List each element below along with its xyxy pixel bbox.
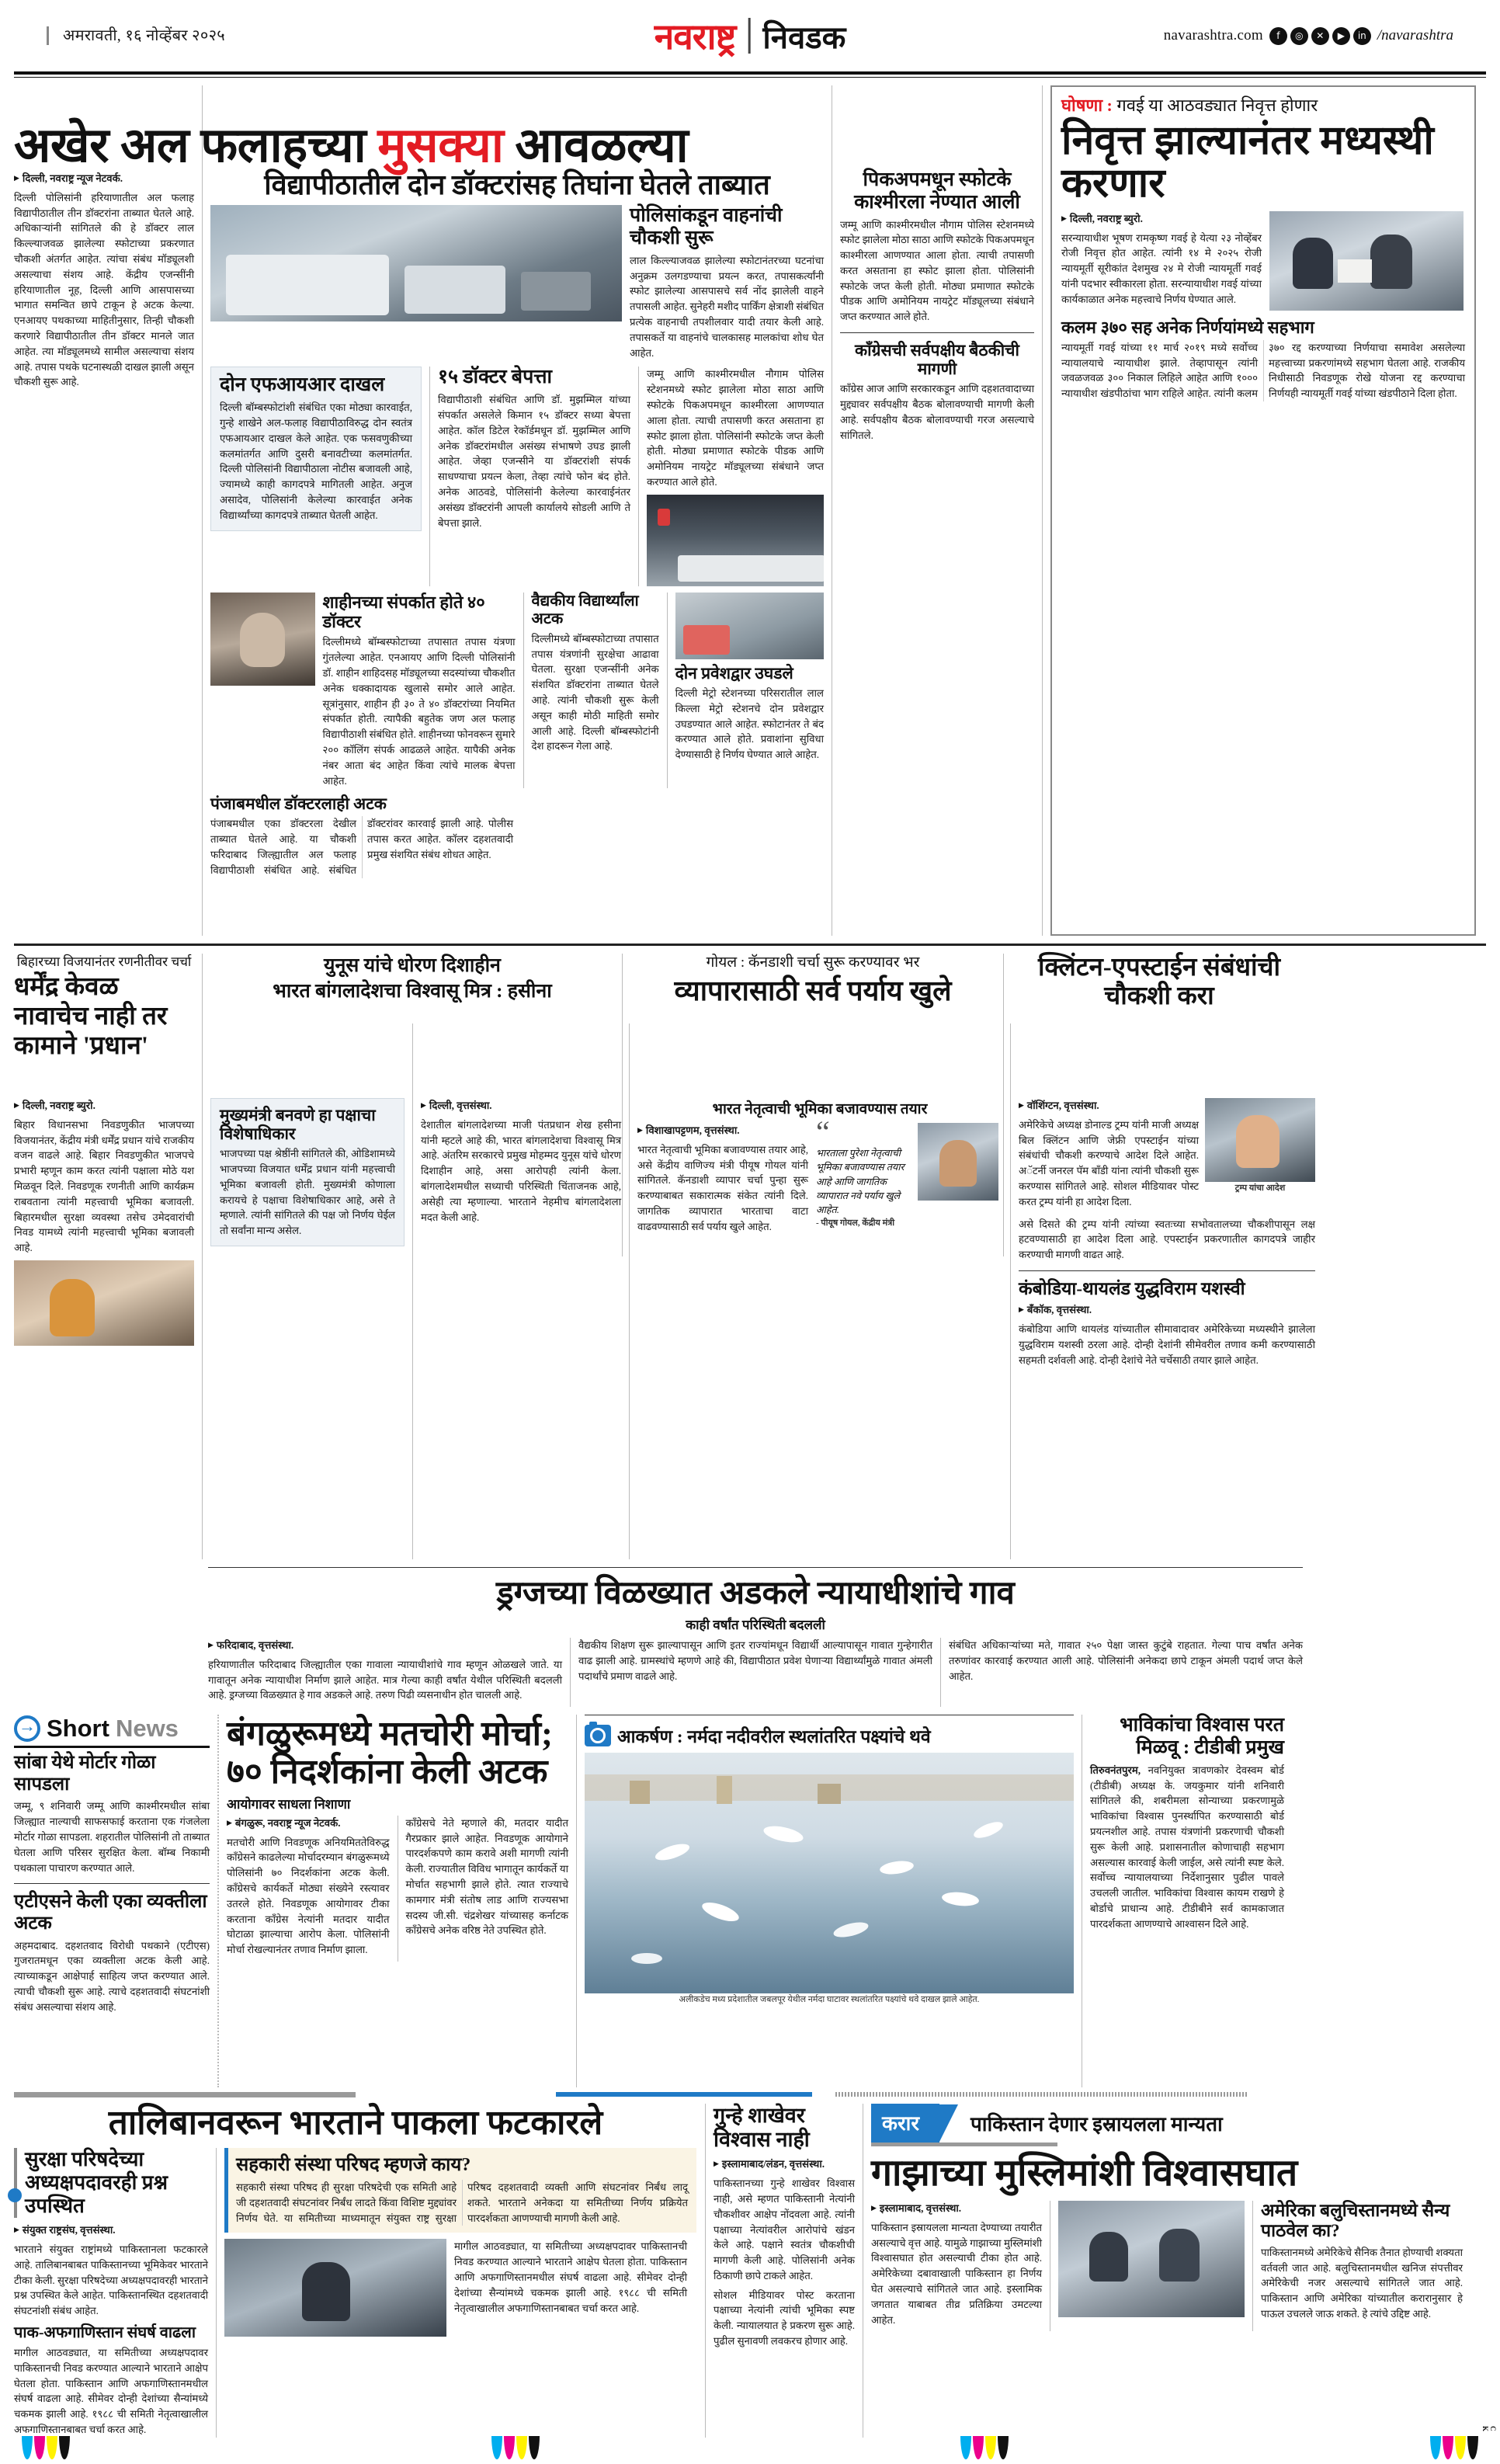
instagram-icon[interactable]: ◎	[1290, 27, 1308, 45]
crime-dateline: इस्लामाबाद/लंडन, वृत्तसंस्था.	[721, 2158, 825, 2170]
yunus-text: देशातील बांगलादेशच्या माजी पंतप्रधान शेख हसीना यांनी म्हटले आहे की, भारत बांगलादेशचा विश्वासू मित्र आहे. अंतरिम सरकारचे प्रमुख मोहम्मद युनूस यांचे धोरण दिशाहीन आहे, असा आरोपही त्यांनी केला. बांगलादेशमधील सध्याची परिस्थिती चिंताजनक आहे, असेही त्या म्हणाल्या. भारताने नेहमीच बांगलादेशला मदत केली आहे.	[421, 1118, 621, 1223]
publication-date: अमरावती, १६ नोव्हेंबर २०२५	[47, 26, 225, 45]
punjab-col	[210, 794, 513, 878]
rule-grey-left	[14, 2092, 356, 2097]
gavai-kicker-rest: गवई या आठवड्यात निवृत्त होणार	[1112, 96, 1318, 115]
goyal-quote-wrap	[816, 1114, 998, 1239]
headline-part-2: आवळल्या	[503, 120, 689, 172]
taliban-body2: मागील आठवड्यात, या समितीच्या अध्यक्षपदावर पाकिस्तानची निवड करण्यात आल्याने भारताने आक्षेप घेतला होता. पाकिस्तान आणि अफगाणिस्तानमधील संघर्ष वाढला आहे. सीमेवर दोन्ही देशांच्या सैन्यांमध्ये चकमक झाली आहे. १९८८ ची समिती नेतृत्वाखालील अफगाणिस्तानबाबत चर्चा करत आहे.	[14, 2346, 208, 2435]
crime-headline-2: विश्वास नाही	[714, 2128, 810, 2152]
shortnews-header	[14, 1715, 210, 1748]
shortnews-col	[14, 1715, 210, 2087]
regmark-1	[22, 2436, 70, 2459]
goyal-kicker: गोयल : कॅनडाशी चर्चा सुरू करण्यावर भर	[706, 954, 920, 971]
goyal-text: भारत नेतृत्वाची भूमिका बजावण्यास तयार आहे, असे केंद्रीय वाणिज्य मंत्री पीयूष गोयल यांनी सांगितले. कॅनडाशी व्यापार चर्चा पुन्हा सुरू करण्याबाबत सकारात्मक संकेत त्यांनी दिले. जागतिक व्यापारात भारताचा वाटा वाढवण्यासाठी सर्व पर्याय खुले आहेत.	[637, 1143, 808, 1232]
police-col	[630, 205, 824, 360]
fire-photo	[675, 593, 824, 659]
fir-col	[210, 367, 422, 586]
clinton-body	[1019, 1098, 1199, 1210]
gates-headline: दोन प्रवेशद्वार उघडले	[675, 663, 793, 683]
taliban-bullet-wrap	[14, 2148, 208, 2218]
masthead	[0, 0, 1500, 71]
dharmendra-body	[14, 1098, 194, 1256]
bangalore-text: मतचोरी आणि निवडणूक अनियमिततेविरुद्ध काँग्रेसने काढलेल्या मोर्चादरम्यान बंगळुरूमध्ये पोलिसांनी ७० निदर्शकांना अटक केली. काँग्रेसचे कार्यकर्ते मोठ्या संख्येने रस्त्यावर उतरले होते. निवडणूक आयोगावर टीका करताना काँग्रेस नेत्यांनी मतदार यादीत घोटाळा झाल्याचा आरोप केला. पोलिसांनी मोर्चा रोखल्यानंतर तणाव निर्माण झाला.	[227, 1836, 390, 1956]
camera-icon	[585, 1725, 611, 1746]
tdb-text: नवनियुक्त त्रावणकोर देवस्वम बोर्ड (टीडीबी) अध्यक्ष के. जयकुमार यांनी शनिवारी सांगितले की, शबरीमला सोन्याच्या प्रकरणामुळे भाविकांचा विश्वास पुनर्स्थापित करण्यासाठी बोर्ड प्रयत्नशील आहे. तपास यंत्रणांनी प्रकरणाची चौकशी सुरू केली आहे. प्रशासनातील कोणाचाही सहभाग असल्यास कारवाई केली जाईल, असे त्यांनी स्पष्ट केले. सर्वोच्च न्यायालयाच्या निर्देशानुसार पुढील पावले उचलली जातील. भाविकांचा विश्वास कायम राखणे हे बोर्डाचे प्राधान्य आहे. टीडीबीने सर्व कामकाजात पारदर्शकता आणण्याचे आश्वासन दिले आहे.	[1090, 1764, 1284, 1930]
pickup-headline: पिकअपमधून स्फोटके काश्मीरला नेण्यात आली	[854, 169, 1020, 213]
shortnews-item2-body: अहमदाबाद. दहशतवाद विरोधी पथकाने (एटीएस) गुजरातमधून एका व्यक्तीला अटक केली आहे. त्याच्याकडून आक्षेपार्ह साहित्य जप्त करण्यात आले. त्याची चौकशी सुरू आहे. त्याचे दहशतवादी संघटनांशी संबंध असल्याचा संशय आहे.	[14, 1939, 210, 2013]
gavai-box	[1061, 318, 1465, 401]
masthead-rule	[14, 71, 1486, 75]
gavai-box-headline: कलम ३७० सह अनेक निर्णयांमध्ये सहभाग	[1061, 317, 1314, 337]
coop-box-headline: सहकारी संस्था परिषद म्हणजे काय?	[236, 2155, 471, 2176]
shaheen-photo-wrap	[210, 593, 315, 789]
pickup-spill: जम्मू आणि काश्मीरमधील नौगाम पोलिस स्टेशनमध्ये स्फोट झालेला मोठा साठा आणि स्फोटके पिकअपमधून काश्मीरला आणण्यात आला होता. त्याची तपासणी करत असताना हा स्फोट झाला होता. पोलिसांनी स्फोटके जप्त केली होती. मोठ्या प्रमाणात स्फोटके पीडक आणि अमोनियम नायट्रेट मॉड्यूलच्या संबंधाने जप्त करण्यात आले होते.	[647, 368, 824, 488]
goyal-dateline: विशाखापट्टणम, वृत्तसंस्था.	[645, 1124, 740, 1136]
bangalore-body-col1	[227, 1816, 390, 1962]
goyal-sub: भारत नेतृत्वाची भूमिका बजावण्यास तयार	[712, 1101, 928, 1117]
gavai-kicker-red: घोषणा :	[1061, 96, 1113, 115]
taliban-sub2: पाक-अफगाणिस्तान संघर्ष वाढला	[14, 2323, 196, 2341]
gaza-body-col	[871, 2201, 1042, 2331]
punjab-headline: पंजाबमधील डॉक्टरलाही अटक	[210, 794, 387, 814]
crime-headline-1: गुन्हे शाखेवर	[714, 2104, 805, 2128]
gavai-kicker	[1061, 95, 1465, 116]
clinton-body-col	[1019, 1023, 1315, 1559]
gaza-side-headline: अमेरिका बलुचिस्तानमध्ये सैन्य पाठवेल का?	[1261, 2200, 1450, 2241]
clinton-text: अमेरिकेचे अध्यक्ष डोनाल्ड ट्रम्प यांनी माजी अध्यक्ष बिल क्लिंटन आणि जेफ्री एपस्टाईन यांच्या संबंधांची चौकशी करण्याचे आदेश दिले आहेत. अॅटर्नी जनरल पॅम बाँडी यांना त्यांनी चौकशी सुरू करण्यास सांगितले आहे. सोशल मीडियावर पोस्ट करत ट्रम्प यांनी हा आदेश दिला.	[1019, 1118, 1199, 1208]
masthead-links	[1164, 27, 1453, 45]
facebook-icon[interactable]: f	[1269, 27, 1287, 45]
tdb-dateline: तिरुवनंतपुरम,	[1090, 1764, 1141, 1776]
dharmendra-headline: धर्मेंद्र केवळ नावाचेच नाही तर कामाने 'प्रधान'	[14, 973, 168, 1061]
social-icons[interactable]	[1269, 27, 1371, 45]
congress-body: काँग्रेस आज आणि सरकारकडून आणि दहशतवादाच्या मुद्द्यावर सर्वपक्षीय बैठक बोलावण्याची मागणी केली आहे. सर्वपक्षीय बैठक बोलावण्याची गरज असल्याचे सांगितले.	[840, 383, 1034, 441]
pickup-sidecol	[647, 367, 824, 586]
goyal-portrait	[918, 1123, 998, 1201]
taliban-left	[14, 2148, 208, 2437]
bangalore-headline-2: ७० निदर्शकांना केली अटक	[227, 1753, 548, 1792]
dharmendra-kicker: बिहारच्या विजयानंतर रणनीतीवर चर्चा	[16, 954, 192, 969]
dharmendra-box-body: भाजपच्या पक्ष श्रेष्ठींनी सांगितले की, ओडिशामध्ये भाजपच्या विजयात धर्मेंद्र प्रधान यांनी महत्त्वाची भूमिका बजावली होती. मुख्यमंत्री कोणाला करायचे हे पक्षाचा विशेषाधिकार आहे, असे ते म्हणाले. त्यांनी सांगितले की पक्ष जो निर्णय घेईल तो सर्वांना मान्य असेल.	[220, 1148, 395, 1237]
trump-photo	[1205, 1098, 1315, 1182]
bullet-dot-icon	[8, 2188, 22, 2202]
gaza-photo-wrap	[1058, 2201, 1245, 2331]
clinton-dateline: वॉशिंग्टन, वृत्तसंस्था.	[1026, 1100, 1099, 1111]
doc15-headline: १५ डॉक्टर बेपत्ता	[438, 367, 553, 388]
x-twitter-icon[interactable]: ✕	[1311, 27, 1329, 45]
cmyk-k: K	[1481, 2425, 1489, 2433]
cambodia-dateline: बँकॉक, वृत्तसंस्था.	[1026, 1304, 1092, 1316]
shortnews-title-b: News	[115, 1715, 179, 1743]
linkedin-icon[interactable]: in	[1353, 27, 1371, 45]
photo-feature-label: आकर्षण : नर्मदा नदीवरील स्थलांतरित पक्ष्यांचे थवे	[617, 1727, 931, 1747]
row3	[14, 1715, 1486, 2087]
row4	[14, 2104, 1486, 2438]
drugs-text1: हरियाणातील फरिदाबाद जिल्ह्यातील एका गावाला न्यायाधीशांचे गाव म्हणून ओळखले जाते. या गावातून अनेक न्यायाधीश निर्माण झाले आहेत. मात्र गेल्या काही वर्षांत येथील परिस्थिती बदलली आहे. ड्रग्जच्या विळख्यात हे गाव अडकले आहे. तरुण पिढी व्यसनाधीन होत चालली आहे.	[208, 1658, 562, 1701]
coop-box-body: सहकारी संस्था परिषद ही सुरक्षा परिषदेची एक समिती आहे जी दहशतवादी संघटनांवर निर्बंध लादते किंवा विशिष्ट मुद्द्यांवर निर्णय घेते. या समितीच्या माध्यमातून संयुक्त राष्ट्र सुरक्षा परिषद दहशतवादी व्यक्ती आणि संघटनांवर निर्बंध लादू शकते. भारताने अनेकदा या समितीच्या निर्णय प्रक्रियेत पारदर्शकता आणण्याची मागणी केली आहे.	[236, 2181, 688, 2224]
regmark-4	[1430, 2436, 1478, 2459]
dharmendra-box	[210, 1098, 405, 1246]
gaza-text: पाकिस्तान इस्रायलला मान्यता देण्याच्या तयारीत असल्याचे वृत्त आहे. यामुळे गाझाच्या मुस्लिमांशी विश्वासघात होत असल्याची टीका होत आहे. अमेरिकेच्या दबावाखाली पाकिस्तान हा निर्णय घेत असल्याचे सांगितले जात आहे. इस्लामिक जगतात याबाबत तीव्र प्रतिक्रिया उमटल्या आहेत.	[871, 2221, 1042, 2326]
gaza-dateline: इस्लामाबाद, वृत्तसंस्था.	[879, 2202, 962, 2214]
photo-feature-header	[585, 1723, 1074, 1748]
photo-feature	[585, 1715, 1074, 2087]
shaheen-headline: शाहीनच्या संपर्कात होते ४० डॉक्टर	[322, 592, 485, 632]
gavai-box-body: न्यायमूर्ती गवई यांच्या ११ मार्च २०१९ मध्ये सर्वोच्च न्यायालयाचे न्यायाधीश झाले. तेव्हापासून त्यांनी जवळजवळ ३०० निकाल लिहिले आहेत आणि १००० न्यायाधीश खंडपीठांचा भाग राहिले आहेत. त्यांनी कलम ३७० रद्द करण्याच्या निर्णयाचा समावेश असलेल्या महत्त्वाच्या प्रकरणांमध्ये सहभाग घेतला आहे. राजकीय निधीसाठी निवडणूक रोखे योजना रद्द करण्याचा निर्णयही न्यायमूर्ती गवई यांच्या खंडपीठाने दिला होता.	[1061, 341, 1465, 400]
gaza-headline: गाझाच्या मुस्लिमांशी विश्वासघात	[871, 2153, 1298, 2195]
yunus-kicker: युनूस यांचे धोरण दिशाहीन	[324, 955, 501, 976]
goyal-body-col	[637, 1023, 1002, 1559]
tdb-col	[1090, 1715, 1284, 2087]
lead-headline	[14, 121, 1054, 172]
row1-divider	[14, 944, 1486, 946]
cmyk-c: C	[1489, 2425, 1497, 2433]
regmark-3	[960, 2436, 1009, 2459]
trump-photo-wrap	[1205, 1098, 1315, 1214]
gavai-dateline: दिल्ली, नवराष्ट्र ब्युरो.	[1069, 212, 1143, 224]
gavai-photo	[1269, 211, 1464, 311]
drugs-dateline: फरिदाबाद, वृत्तसंस्था.	[216, 1639, 294, 1652]
crime-body	[714, 2156, 855, 2349]
brand-name: नवराष्ट्र	[654, 16, 736, 57]
goyal-quote-attrib: - पीयूष गोयल, केंद्रीय मंत्री	[816, 1218, 895, 1229]
bottom-rules	[14, 2092, 1486, 2097]
taliban-headline: तालिबानवरून भारताने पाकला फटकारले	[108, 2104, 603, 2143]
registration-marks	[0, 2436, 1500, 2459]
tdb-headline: भाविकांचा विश्वास परत मिळवू : टीडीबी प्रमुख	[1120, 1715, 1284, 1758]
dharmendra-photo	[14, 1260, 194, 1346]
medical-headline: वैद्यकीय विद्यार्थ्यांला अटक	[531, 592, 639, 627]
taliban-text: भारताने संयुक्त राष्ट्रांमध्ये पाकिस्तानला फटकारले आहे. तालिबानबाबत पाकिस्तानच्या भूमिकेवर भारताने टीका केली. सुरक्षा परिषदेच्या अध्यक्षपदावरही भारताने प्रश्न उपस्थित केले आहेत. पाकिस्तानस्थित दहशतवादी संघटनांशी संबंध आहेत.	[14, 2243, 208, 2317]
shaheen-col	[323, 593, 516, 789]
rule-blue-mid	[556, 2092, 812, 2097]
dharmendra-dateline: दिल्ली, नवराष्ट्र ब्युरो.	[22, 1100, 95, 1111]
shortnews-item2-headline: एटीएसने केली एका व्यक्तीला अटक	[14, 1892, 207, 1934]
shortnews-title-a: Short	[47, 1715, 109, 1743]
gaza-badge-row	[871, 2104, 1484, 2143]
coop-photo-side: मागील आठवड्यात, या समितीच्या अध्यक्षपदावर पाकिस्तानची निवड करण्यात आल्याने भारताने आक्षेप घेतला होता. पाकिस्तान आणि अफगाणिस्तानमधील संघर्ष वाढला आहे. सीमेवर दोन्ही देशांच्या सैन्यांमध्ये चकमक झाली आहे. १९८८ ची समिती नेतृत्वाखालील अफगाणिस्तानबाबत चर्चा करत आहे.	[454, 2240, 687, 2314]
drugs-col3: संबंधित अधिकाऱ्यांच्या मते, गावात २५० पेक्षा जास्त कुटुंबे राहतात. गेल्या पाच वर्षांत अनेक तरुणांवर कारवाई करण्यात आली आहे. पोलिसांनी अनेकदा छापे टाकून अंमली पदार्थ जप्त केले आहेत.	[949, 1639, 1303, 1682]
social-handle: /navarashtra	[1377, 27, 1453, 43]
gavai-photo-wrap	[1269, 211, 1464, 311]
police-body: लाल किल्ल्याजवळ झालेल्या स्फोटानंतरच्या घटनांचा अनुक्रम उलगडण्याचा प्रयत्न करत, तपासकर्त्यांनी स्फोट झालेल्या आसपासचे सर्व नोंद झालेली वाहने तपासली आहेत. सुनेहरी मशीद पार्किंग क्षेत्राशी संबंधित प्रत्येक वाहनाची तपशीलवार यादी तयार केली आहे. तपासकर्ते या वाहनांचे चालकासह मालकांचा शोध घेत आहेत.	[630, 254, 824, 359]
lead-body: दिल्ली पोलिसांनी हरियाणातील अल फलाह विद्यापीठातील तीन डॉक्टरांना ताब्यात घेतले आहे. अधिकाऱ्यांनी सांगितले की हे डॉक्टर लाल किल्ल्याजवळ झालेल्या स्फोटाच्या प्रकरणात चौकशी अंतर्गत आहेत. त्यांचा संबंध मॉड्यूलशी असल्याचा संशय आहे. केंद्रीय एजन्सींनी हरियाणातील नूह, दिल्ली आणि आसपासच्या भागात समन्वित छापे टाकून हे अटक केल्या. एनआयए पथकाच्या माहितीनुसार, तिन्ही चौकशी करणारे विद्यापीठातील तीन डॉक्टर मानले जात आहेत. त्या मॉड्यूलमध्ये सामील असल्याचा संशय आहे. तपास पथके घटनास्थळी दाखल झाली असून चौकशी सुरू आहे.	[14, 191, 194, 388]
headline-part-1: अखेर अल फलाहच्या	[14, 120, 378, 172]
goyal-body	[637, 1123, 808, 1235]
yunus-headline: भारत बांगलादेशचा विश्वासू मित्र : हसीना	[273, 981, 552, 1003]
gavai-body: सरन्यायाधीश भूषण रामकृष्ण गवई हे येत्या २३ नोव्हेंबर रोजी निवृत्त होत आहेत. त्यांनी १४ मे २०२५ रोजी न्यायमूर्ती सूरीकांत देशमुख २४ मे रोजी न्यायमूर्ती गवई यांनी पदभार स्वीकारला होता. सरन्यायाधीश गवई यांच्या कार्यकाळात अनेक महत्त्वाचे निर्णय घेण्यात आले.	[1061, 231, 1262, 305]
shaheen-body: दिल्लीमध्ये बॉम्बस्फोटाच्या तपासात तपास यंत्रणा गुंतलेल्या आहेत. एनआयए आणि दिल्ली पोलिसांनी डॉ. शाहीन शाहिदसह मॉड्यूलच्या सदस्यांच्या चौकशीत अनेक धक्कादायक खुलासे समोर आले आहेत. सूत्रांनुसार, शाहीन ही ३० ते ४० डॉक्टरांच्या नियमित संपर्कात होती. त्यापैकी बहुतेक जण अल फलाह विद्यापीठाशी संबंधित होते. शाहीनच्या फोनवरून सुमारे २०० कॉलिंग संपर्क आढळले आहेत. यापैकी अनेक नंबर आता बंद आहेत किंवा त्यांचे मालक बेपत्ता आहेत.	[322, 636, 516, 787]
row2-body	[14, 1023, 1486, 1559]
birds-photo-caption: अलीकडेच मध्य प्रदेशातील जबलपूर येथील नर्मदा घाटावर स्थलांतरित पक्ष्यांचे थवे दाखल झाले आहेत.	[679, 1995, 980, 2005]
gaza-badge: करार	[871, 2104, 939, 2143]
bangalore-col	[227, 1715, 568, 2087]
gavai-text-col	[1061, 211, 1262, 311]
gavai-column	[1050, 85, 1476, 936]
cambodia-body	[1019, 1302, 1315, 1368]
doc15-col	[438, 367, 630, 586]
tdb-body	[1090, 1763, 1284, 1932]
yunus-body-col	[421, 1023, 621, 1559]
fir-headline: दोन एफआयआर दाखल	[220, 374, 385, 396]
gavai-headline: निवृत्त झाल्यानंतर मध्यस्थी करणार	[1061, 118, 1434, 206]
lead-intro	[14, 171, 194, 390]
logo-divider	[748, 18, 750, 54]
clinton-headline: क्लिंटन-एपस्टाईन संबंधांची चौकशी करा	[1037, 954, 1281, 1010]
masthead-logo[interactable]	[655, 12, 846, 60]
lead-row	[14, 85, 1486, 936]
yunus-dateline: दिल्ली, वृत्तसंस्था.	[429, 1100, 492, 1111]
yunus-body	[421, 1098, 621, 1225]
headline-highlight: मुसक्या	[377, 120, 504, 172]
cmyk-tag	[1481, 2426, 1497, 2433]
dharmendra-box-headline: मुख्यमंत्री बनवणे हा पक्षाचा विशेषाधिकार	[220, 1106, 376, 1144]
lead-subhead: विद्यापीठातील दोन डॉक्टरांसह तिघांना घेतले ताब्यात	[264, 169, 770, 200]
arrow-circle-icon	[14, 1715, 40, 1742]
website-url[interactable]: navarashtra.com	[1163, 27, 1263, 43]
taliban-dateline: संयुक्त राष्ट्रसंघ, वृत्तसंस्था.	[22, 2224, 116, 2236]
gaza-side-col	[1261, 2201, 1463, 2331]
bangalore-body-col2: काँग्रेसचे नेते म्हणाले की, मतदार यादीत गैरप्रकार झाले आहेत. निवडणूक आयोगाने पारदर्शकपणे काम करावे अशी मागणी त्यांनी केली. राज्यातील विविध भागातून कार्यकर्ते या मोर्चात सहभागी झाले होते. त्यात राज्याचे कामगार मंत्री संतोष लाड आणि राज्यसभा सदस्य जी.सी. चंद्रशेखर यांच्यासह कर्नाटक काँग्रेसचे अनेक वरिष्ठ नेते उपस्थित होते.	[405, 1816, 568, 1937]
gaza-side-body: पाकिस्तानमध्ये अमेरिकेचे सैनिक तैनात होण्याची शक्यता वर्तवली जात आहे. बलुचिस्तानमधील खनिज संपत्तीवर अमेरिकेची नजर असल्याचे सांगितले जात आहे. पाकिस्तान आणि अमेरिका यांच्यातील करारानुसार हे पाऊल उचलले जाऊ शकते. हे त्यांचे उद्दिष्ट आहे.	[1261, 2246, 1463, 2320]
medical-body: दिल्लीमध्ये बॉम्बस्फोटाच्या तपासात तपास यंत्रणांनी सुरक्षेचा आढावा घेतला. सुरक्षा एजन्सींनी अनेक संशयित डॉक्टरांना ताब्यात घेतले आहे. त्यांनी चौकशी सुरू केली असून काही मोठी माहिती समोर आली आहे. दिल्ली बॉम्बस्फोटांनी देश हादरून गेला आहे.	[531, 632, 659, 752]
regmark-2	[491, 2436, 540, 2459]
coop-photo-wrap	[224, 2239, 446, 2337]
shortnews-item1-body: जम्मू, ९ शनिवारी जम्मू आणि काश्मीरमधील सांबा जिल्ह्यात नाल्याची साफसफाई करताना एक गंजलेला मोर्टार गोळा सापडला. शहरातील पोलिसांनी तो ताब्यात घेतला आणि परिसर सुरक्षित केला. बॉम्ब निकामी पथकाला पाचारण करण्यात आले.	[14, 1800, 210, 1874]
youtube-icon[interactable]: ▶	[1332, 27, 1350, 45]
fir-box	[210, 367, 422, 530]
goyal-headline: व्यापारासाठी सर्व पर्याय खुले	[674, 975, 952, 1006]
pickup-body: जम्मू आणि काश्मीरमधील नौगाम पोलिस स्टेशनमध्ये स्फोट झालेला मोठा साठा आणि स्फोटके पिकअपमधून काश्मीरला आणण्यात आला होता. त्याची तपासणी करत असताना हा स्फोट झाला होता. पोलिसांनी स्फोटके जप्त केली होती. मोठ्या प्रमाणात स्फोटके पीडक आणि अमोनियम नायट्रेट मॉड्यूलच्या संबंधाने जप्त करण्यात आले होते.	[840, 218, 1034, 323]
birds-photo	[585, 1753, 1074, 1993]
taliban-block	[14, 2104, 697, 2438]
punjab-body: पंजाबमधील एका डॉक्टरला देखील ताब्यात घेतले आहे. या चौकशी फरिदाबाद जिल्ह्यातील अल फलाह विद्यापीठाशी संबंधित आहे. संबंधित डॉक्टरांवर कारवाई झाली आहे. पोलीस तपास करत आहेत. कॉलर दहशतवादी प्रमुख संशयित संबंध शोधत आहेत.	[210, 818, 513, 876]
shortnews-item1-headline: सांबा येथे मोर्टार गोळा सापडला	[14, 1753, 156, 1795]
fir-body: दिल्ली बॉम्बस्फोटांशी संबंधित एका मोठ्या कारवाईत, गुन्हे शाखेने अल-फलाह विद्यापीठाविरुद्ध दोन स्वतंत्र एफआयआर दाखल केले आहेत. एक फसवणुकीच्या कलमांतर्गत आणि दुसरी बनावटीच्या कलमांतर्गत. दिल्ली पोलिसांनी विद्यापीठाला नोटीस बजावली आहे, ज्यामध्ये काही कागदपत्रे मागितली आहेत. अनुज असादेव, पोलिसांनी केलेल्या कारवाईत अनेक विद्यार्थ्यांच्या कागदपत्रे ताब्यात घेतली आहेत.	[220, 401, 412, 521]
trump-caption: ट्रम्प यांचा आदेश	[1234, 1183, 1286, 1193]
clinton-more: असे दिसते की ट्रम्प यांनी त्यांच्या स्वतःच्या सभोवतालच्या चौकशीपासून लक्ष हटवण्यासाठी हा आदेश दिला आहे. एपस्टाईन प्रकरणातील कागदपत्रे जाहीर करण्याची मागणी वाढत आहे.	[1019, 1218, 1315, 1261]
cambodia-headline: कंबोडिया-थायलंड युद्धविराम यशस्वी	[1019, 1278, 1245, 1298]
taliban-body	[14, 2222, 208, 2319]
coop-box-wrap	[224, 2148, 696, 2437]
crime-col	[714, 2104, 855, 2438]
crowd-photo	[647, 495, 824, 586]
gates-body: दिल्ली मेट्रो स्टेशनच्या परिसरातील लाल किल्ला मेट्रो स्टेशनचे दोन प्रवेशद्वार उघडण्यात आले आहेत. स्फोटानंतर ते बंद करण्यात आले होते. प्रवाशांना सुविधा देण्यासाठी हे निर्णय घेण्यात आले आहेत.	[675, 686, 824, 761]
drugs-sub: काही वर्षांत परिस्थिती बदलली	[686, 1618, 825, 1633]
rule-hatched	[835, 2092, 1247, 2097]
drugs-col2: वैद्यकीय शिक्षण सुरू झाल्यापासून आणि इतर राज्यांमधून विद्यार्थी आल्यापासून गावात गुन्हेगारीत वाढ झाली आहे. ग्रामस्थांचे म्हणणे आहे की, विद्यापीठात प्रवेश घेणाऱ्या विद्यार्थ्यांमुळे गावात अंमली पदार्थांचे प्रमाण वाढले आहे.	[578, 1639, 932, 1682]
lead-photo-wrap	[210, 205, 622, 360]
dharmendra-text: बिहार विधानसभा निवडणुकीत भाजपच्या विजयानंतर, केंद्रीय मंत्री धर्मेंद्र प्रधान यांचे राजकीय वजन वाढले आहे. बिहार निवडणुकीत भाजपचे प्रभारी म्हणून काम करत त्यांनी पक्षाला मोठे यश मिळवून दिले. निवडणूक रणनीती आणि कार्यक्रम राबवताना त्यांनी महत्त्वाची भूमिका बजावली. बिहारमधील सुरक्षा व्यवस्था तसेच उमेदवारांची निवड यामध्ये त्यांनी महत्त्वाची भूमिका बजावली आहे.	[14, 1118, 194, 1254]
pickup-column	[840, 85, 1034, 936]
dharmendra-box-col	[210, 1023, 405, 1559]
badge-slant-icon	[939, 2104, 958, 2142]
crime-text: पाकिस्तानच्या गुन्हे शाखेवर विश्वास नाही, असे म्हणत पाकिस्तानी नेत्यांनी चौकशीवर आक्षेप नोंदवला आहे. त्यांनी पक्षाच्या नेत्यांवरील आरोपांचे खंडन केले आहे. पक्षाने स्वतंत्र चौकशीची मागणी केली आहे. पोलिसांनी अनेक ठिकाणी छापे टाकले आहेत.	[714, 2177, 855, 2282]
police-headline: पोलिसांकडून वाहनांची चौकशी सुरू	[630, 205, 783, 249]
shaheen-portrait	[210, 593, 315, 686]
dharmendra-body-col	[14, 1023, 194, 1559]
gaza-photo	[1058, 2201, 1245, 2317]
brand-subtitle: निवडक	[762, 20, 846, 55]
quote-open-icon: “	[816, 1114, 830, 1149]
drugs-headline: ड्रग्जच्या विळख्यात अडकले न्यायाधीशांचे गाव	[496, 1576, 1015, 1611]
crime-text2: सोशल मीडियावर पोस्ट करताना पक्षाच्या नेत्यांनी त्यांची भूमिका स्पष्ट केली. न्यायालयात हे प्रकरण सुरू आहे. पुढील सुनावणी लवकरच होणार आहे.	[714, 2288, 855, 2348]
lead-photo	[210, 205, 622, 321]
medical-col	[532, 593, 659, 789]
bangalore-headline-1: बंगळुरूमध्ये मतचोरी मोर्चा;	[227, 1715, 553, 1753]
lead-center-block	[210, 85, 824, 936]
bangalore-sub: आयोगावर साधला निशाणा	[227, 1796, 351, 1812]
lead-dateline: दिल्ली, नवराष्ट्र न्यूज नेटवर्क.	[22, 172, 123, 184]
cambodia-text: कंबोडिया आणि थायलंड यांच्यातील सीमावादावर अमेरिकेच्या मध्यस्थीने झालेला युद्धविराम यशस्वी ठरला आहे. दोन्ही देशांनी सीमेवरील तणाव कमी करण्यासाठी सहमती दर्शवली आहे. दोन्ही देशांचे नेते चर्चेसाठी तयार झाले आहेत.	[1019, 1323, 1315, 1366]
drugs-col1	[208, 1638, 562, 1707]
coop-box	[224, 2148, 696, 2233]
gaza-block	[871, 2104, 1484, 2438]
drugs-section	[208, 1567, 1303, 1707]
gaza-kicker: पाकिस्तान देणार इस्रायलला मान्यता	[970, 2113, 1223, 2136]
taliban-bullet: सुरक्षा परिषदेच्या अध्यक्षपदावरही प्रश्न उपस्थित	[25, 2148, 168, 2218]
goyal-quote: भारताला पुरेशा नेतृत्वाची भूमिका बजावण्यास तयार आहे आणि जागतिक व्यापारात नवे पर्याय खुले आहेत.	[816, 1148, 905, 1215]
gates-col	[675, 593, 824, 789]
bangalore-dateline: बंगळुरू, नवराष्ट्र न्यूज नेटवर्क.	[234, 1816, 341, 1829]
doc15-body: विद्यापीठाशी संबंधित आणि डॉ. मुझम्मिल यांच्या संपर्कात असलेले किमान १५ डॉक्टर सध्या बेपत्ता आहेत. कॉल डिटेल रेकॉर्डमधून डॉ. मुझम्मिल आणि अनेक डॉक्टरांमधील असंख्य संभाषणे उघड झाली आहेत. जेव्हा एजन्सीने या डॉक्टरांशी संपर्क साधण्याचा प्रयत्न केला, तेव्हा त्यांचे फोन बंद होते. अनेक आठवडे, पोलिसांनी केलेल्या कारवाईनंतर असंख्य डॉक्टरांनी आपली कार्यालये सोडली आणि ते बेपत्ता झाले.	[438, 394, 630, 529]
coop-photo	[224, 2239, 446, 2337]
congress-headline: काँग्रेसची सर्वपक्षीय बैठकीची मागणी	[855, 341, 1019, 379]
